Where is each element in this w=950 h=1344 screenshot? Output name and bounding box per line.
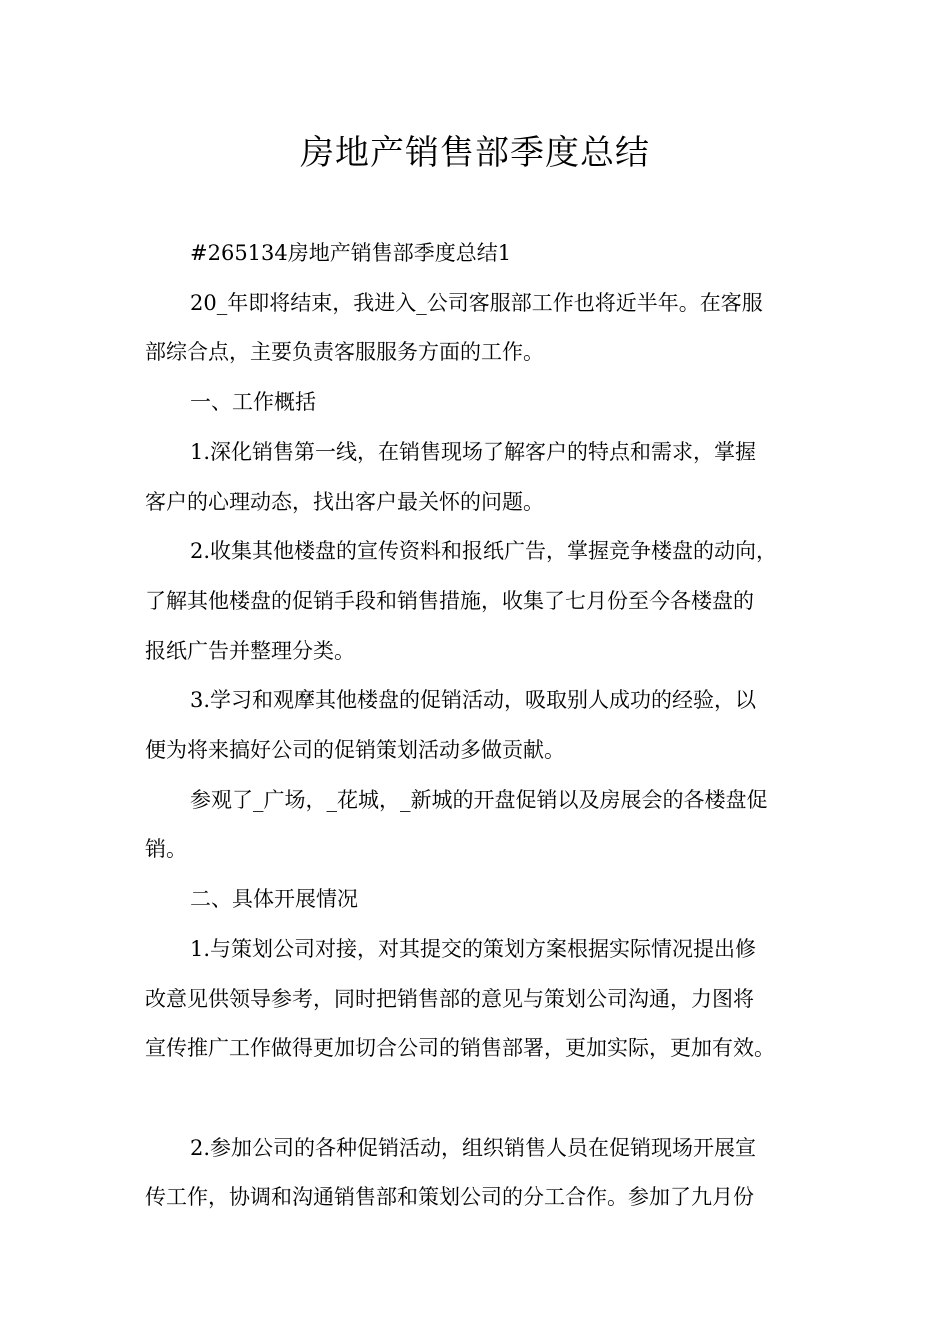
text-line: 一、工作概括 bbox=[190, 390, 316, 415]
paragraph-item bbox=[145, 1124, 825, 1223]
paragraph-heading-ref bbox=[145, 229, 825, 279]
paragraph-item bbox=[145, 925, 825, 1074]
paragraph-item bbox=[145, 428, 825, 527]
text-line: 二、具体开展情况 bbox=[190, 887, 358, 912]
text-line: 1.深化销售第一线，在销售现场了解客户的特点和需求，掌握 bbox=[190, 439, 757, 464]
text-line: 1.与策划公司对接，对其提交的策划方案根据实际情况提出修 bbox=[190, 936, 757, 961]
text-line: #265134房地产销售部季度总结1 bbox=[190, 241, 512, 265]
text-line: 改意见供领导参考，同时把销售部的意见与策划公司沟通，力图将 bbox=[145, 986, 754, 1011]
document-body bbox=[145, 229, 825, 1223]
text-line: 20_年即将结束，我进入_公司客服部工作也将近半年。在客服 bbox=[190, 290, 763, 315]
section-heading bbox=[145, 875, 825, 925]
text-line: 了解其他楼盘的促销手段和销售措施，收集了七月份至今各楼盘的 bbox=[145, 588, 754, 613]
text-line: 2.收集其他楼盘的宣传资料和报纸广告，掌握竞争楼盘的动向， bbox=[190, 539, 778, 564]
text-line: 3.学习和观摩其他楼盘的促销活动，吸取别人成功的经验，以 bbox=[190, 688, 757, 713]
text-line: 客户的心理动态，找出客户最关怀的问题。 bbox=[145, 489, 544, 514]
text-line: 销。 bbox=[145, 837, 187, 862]
text-line: 宣传推广工作做得更加切合公司的销售部署，更加实际，更加有效。 bbox=[145, 1036, 775, 1061]
text-line: 便为将来搞好公司的促销策划活动多做贡献。 bbox=[145, 738, 565, 763]
section-heading bbox=[145, 378, 825, 428]
blank-line bbox=[145, 1074, 825, 1124]
paragraph-item bbox=[145, 527, 825, 676]
text-line: 报纸广告并整理分类。 bbox=[145, 638, 355, 663]
paragraph-item bbox=[145, 776, 825, 875]
paragraph-intro bbox=[145, 279, 825, 378]
text-line: 传工作，协调和沟通销售部和策划公司的分工合作。参加了九月份 bbox=[145, 1185, 754, 1210]
text-line: 部综合点，主要负责客服服务方面的工作。 bbox=[145, 340, 544, 365]
paragraph-item bbox=[145, 676, 825, 775]
text-line: 参观了_广场，_花城，_新城的开盘促销以及房展会的各楼盘促 bbox=[190, 787, 768, 812]
page-title: 房地产销售部季度总结 bbox=[300, 133, 650, 173]
text-line: 2.参加公司的各种促销活动，组织销售人员在促销现场开展宣 bbox=[190, 1135, 757, 1160]
